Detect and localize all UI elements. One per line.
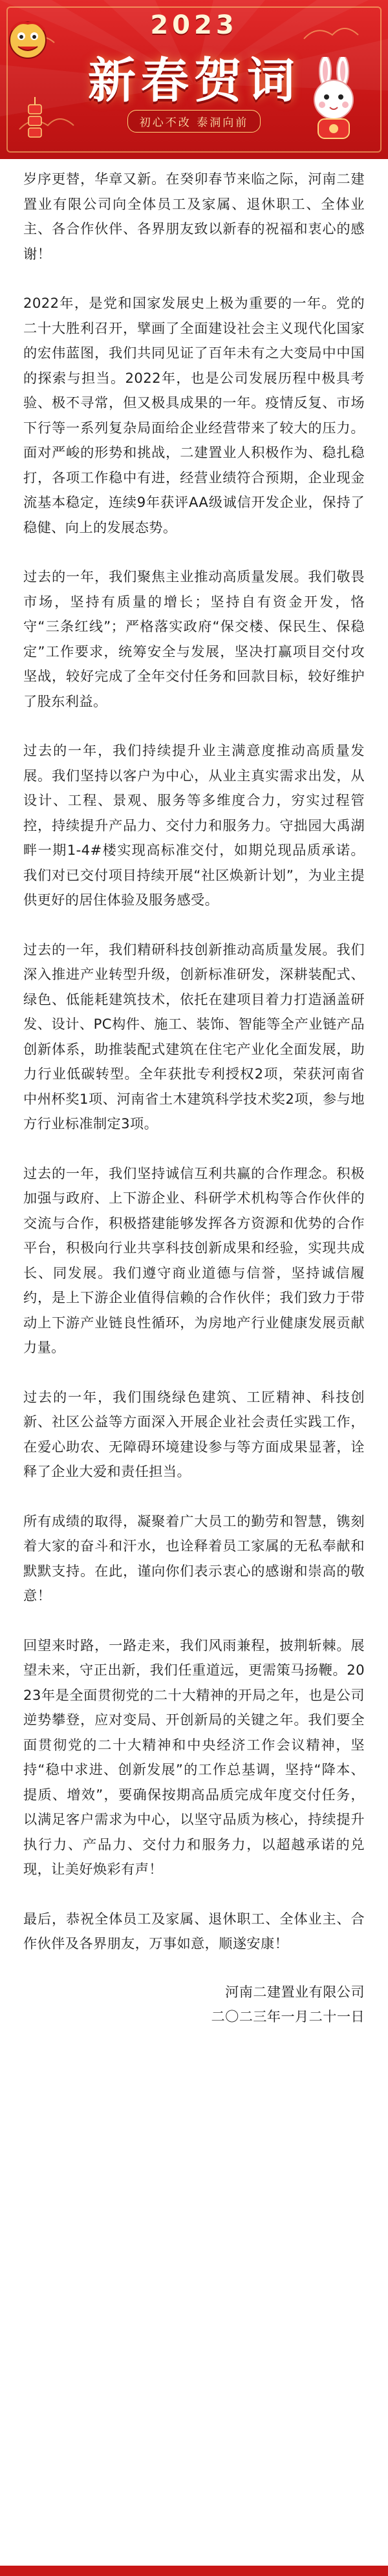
paragraph-closing-wishes: 最后，恭祝全体员工及家属、退休职工、全体业主、合作伙伴及各界朋友，万事如意，顺遂安康！ xyxy=(23,1910,365,1951)
paragraph-thanks: 所有成绩的取得，凝聚着广大员工的勤劳和智慧，镌刻着大家的奋斗和汗水，也诠释着员工家属的无私奉献和默默支持。在此，谨向你们表示衷心的感谢和崇高的敬意！ xyxy=(23,1512,365,1604)
banner-title: 新春贺词 xyxy=(88,53,300,109)
footer-bar xyxy=(0,2566,388,2576)
paragraph-social-responsibility: 过去的一年，我们围绕绿色建筑、工匠精神、科技创新、社区公益等方面深入开展企业社会责任实践工作，在爱心助农、无障碍环境建设参与等方面成果显著，诠释了企业大爱和责任担当。 xyxy=(23,1388,365,1479)
banner-slogan-text: 初心不改 泰洞向前 xyxy=(127,110,261,133)
paragraph-tech-innovation: 过去的一年，我们精研科技创新推动高质量发展。我们深入推进产业转型升级，创新标准研发，深耕装配式、绿色、低能耗建筑技术，依托在建项目着力打造涵盖研发、设计、PC构件、施工、装饰、智能等全产业链产品创新体系，助推装配式建筑在住宅产业化全面发展，助力行业低碳转型。全年获批专利授权2项，荣获河南省中州杯奖1项、河南省土木建筑科学技术奖2项，参与地方行业标准制定3项。 xyxy=(23,941,365,1132)
rabbit-mascot-icon xyxy=(296,57,374,141)
paragraph-cooperation: 过去的一年，我们坚持诚信互利共赢的合作理念。积极加强与政府、上下游企业、科研学术机构等合作伙伴的交流与合作，积极搭建能够发挥各方资源和优势的合作平台，积极向行业共享科技创新成果和经验，实现共成长、同发展。我们遵守商业道德与信誉，坚持诚信履约，是上下游企业值得信赖的合作伙伴；我们致力于带动上下游产业链良性循环，为房地产行业健康发展贡献力量。 xyxy=(23,1165,365,1355)
paragraph-owner-satisfaction: 过去的一年，我们持续提升业主满意度推动高质量发展。我们坚持以客户为中心，从业主真实需求出发，从设计、工程、景观、服务等多维度合力，穷实过程管控，持续提升产品力、交付力和服务力。守拙园大禹湖畔一期1-4#楼实现高标准交付，如期兑现品质承诺。我们对已交付项目持续开展“社区焕新计划”，为业主提供更好的居住体验及服务感受。 xyxy=(23,742,365,908)
paragraph-outlook-2023: 回望来时路，一路走来，我们风雨兼程，披荆斩棘。展望未来，守正出新，我们任重道远，更需策马扬鞭。2023年是全面贯彻党的二十大精神的开局之年，也是公司逆势攀登，应对变局、开创新局的关键之年。我们要全面贯彻党的二十大精神和中央经济工作会议精神，坚持“稳中求进、创新发展”的工作总基调，坚持“降本、提质、增效”，要确保按期高品质完成年度交付任务，以满足客户需求为中心，以坚守品质为核心，持续提升执行力、产品力、交付力和服务力，以超越承诺的兑现，让美好焕彩有声！ xyxy=(23,1637,365,1877)
paragraph-core-business: 过去的一年，我们聚焦主业推动高质量发展。我们敬畏市场，坚持有质量的增长；坚持自有资金开发，恪守“三条红线”；严格落实政府“保交楼、保民生、保稳定”工作要求，统筹安全与发展，坚决打赢项目交付攻坚战，较好完成了全年交付任务和回款目标，较好维护了股东利益。 xyxy=(23,568,365,709)
signature-date: 二〇二三年一月二十一日 xyxy=(211,2008,365,2024)
new-year-banner xyxy=(0,0,388,159)
paragraph-2022-review: 2022年，是党和国家发展史上极为重要的一年。党的二十大胜利召开，擘画了全面建设社会主义现代化国家的宏伟蓝图，我们共同见证了百年未有之大变局中中国的探索与担当。2022年，也是公司发展历程中极具考验、极不寻常，但又极具成果的一年。疫情反复、市场下行等一系列复杂局面给企业经营带来了较大的压力。面对严峻的形势和挑战，二建置业人积极作为、稳扎稳打，各项工作稳中有进，经营业绩符合预期，企业现金流基本稳定，连续9年获评AA级诚信开发企业，保持了稳健、向上的发展态势。 xyxy=(23,295,365,535)
signature-block xyxy=(23,1980,365,2030)
greeting-body xyxy=(23,167,365,2030)
signature-company: 河南二建置业有限公司 xyxy=(225,1983,365,2000)
paragraph-intro: 岁序更替，华章又新。在癸卯春节来临之际，河南二建置业有限公司向全体员工及家属、退休职工、全体业主、各合作伙伴、各界朋友致以新春的祝福和衷心的感谢！ xyxy=(23,171,365,262)
banner-year: 2023 xyxy=(150,10,238,40)
